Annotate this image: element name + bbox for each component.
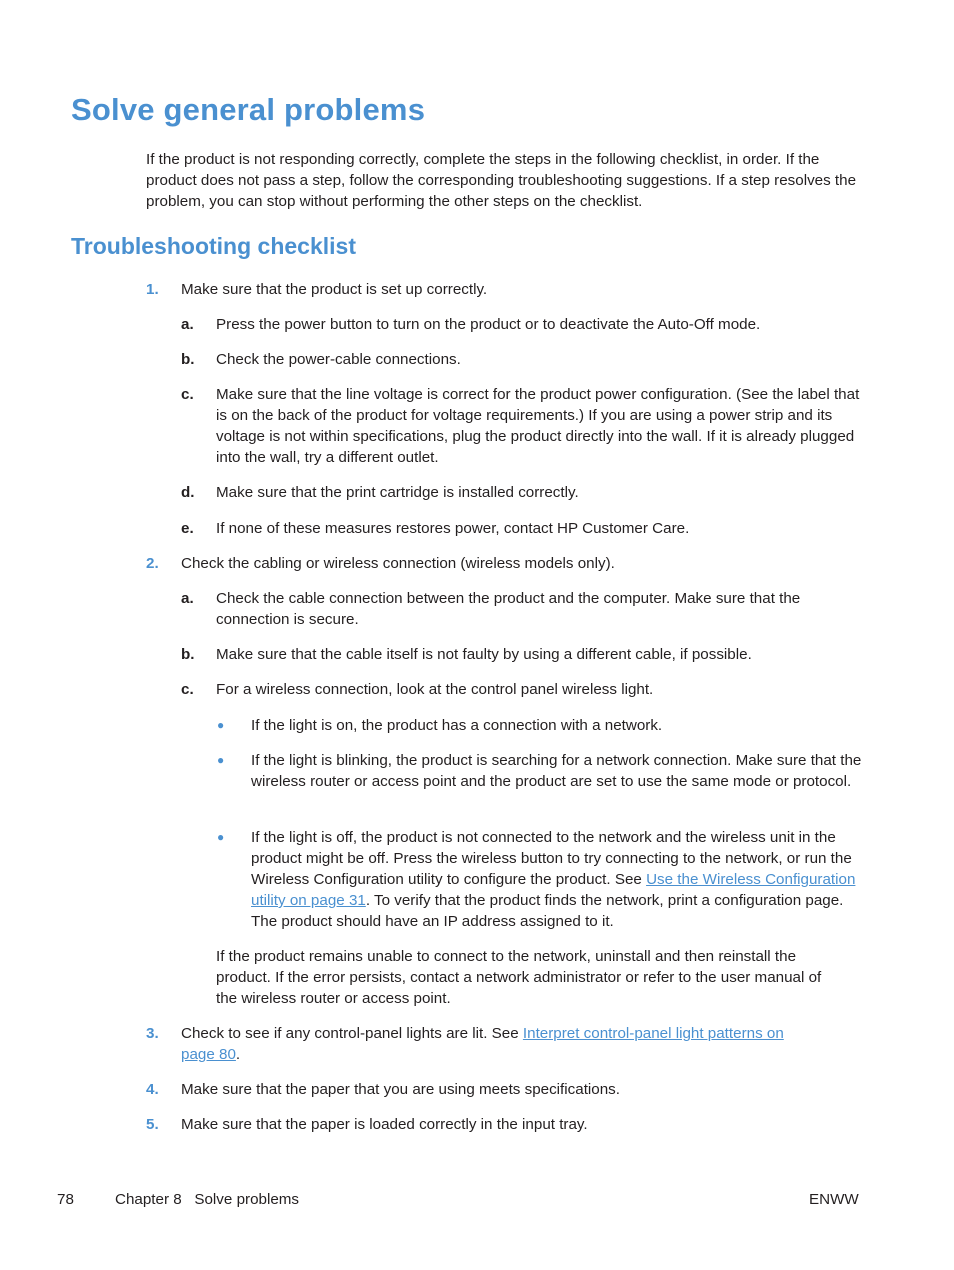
intro-paragraph: If the product is not responding correctly, complete the steps in the following checklist, in order. If the product does not pass a step, follow the corresponding troubleshooting suggestions. If a step resolves the problem, you can stop without performing the other steps on the checklist. [146,151,857,210]
bullet-text-part: . To verify that the product finds the network, print a configuration page. The product should have an IP address assigned to it. [251,892,844,930]
substep-text: Make sure that the print cartridge is installed correctly. [216,484,579,501]
bullet-icon: ● [217,830,225,844]
bullet-text-part: If the light is off, the product is not connected to the network and the wireless unit in the product might be off. Press the wireless button to try connecting to the network, or run the Wireless Configuration utility to configure the product. See [251,829,852,888]
step-text-part: Check to see if any control-panel lights are lit. See [181,1025,523,1042]
section-title: Troubleshooting checklist [71,233,356,259]
step-text: Check the cabling or wireless connection (wireless models only). [181,555,615,572]
substep-text: Make sure that the line voltage is correct for the product power configuration. (See the label that is on the back of the product for voltage requirements.) If you are using a power strip and its voltage is not within specifications, plug the product directly into the wall. If it is already plugged into the wall, try a different outlet. [216,386,860,466]
substep-text: For a wireless connection, look at the control panel wireless light. [216,681,654,698]
bullet-text: If the light is blinking, the product is searching for a network connection. Make sure that the wireless router or access point and the product are set to use the same mode or protocol. [251,752,862,790]
bullet-text [251,827,863,932]
substep-letter: e. [181,520,194,537]
substep-letter: c. [181,681,194,698]
step-number: 3. [146,1025,159,1042]
substep-text: Check the cable connection between the product and the computer. Make sure that the connection is secure. [216,590,801,628]
step-text: Make sure that the paper is loaded correctly in the input tray. [181,1116,588,1133]
step-text [181,1023,786,1065]
step-number: 1. [146,281,159,298]
substep-letter: a. [181,316,194,333]
step-number: 4. [146,1081,159,1098]
footer-chapter: Chapter 8 Solve problems [115,1191,300,1208]
substep-letter: b. [181,351,195,368]
substep-letter: b. [181,646,195,663]
step-text-part: . [235,1046,241,1063]
footer-page-number: 78 [57,1191,74,1208]
footer-code: ENWW [809,1191,859,1208]
bullet-icon: ● [217,718,225,732]
substep-text: Check the power-cable connections. [216,351,461,368]
control-panel-lights-link[interactable]: Interpret control-panel light patterns on page 80 [181,1025,784,1063]
bullet-text: If the light is on, the product has a connection with a network. [251,717,663,734]
note-paragraph: If the product remains unable to connect to the network, uninstall and then reinstall the product. If the error persists, contact a network administrator or refer to the user manual of the wireless router or access point. [216,948,822,1007]
step-text: Make sure that the product is set up correctly. [181,281,488,298]
substep-text: Make sure that the cable itself is not faulty by using a different cable, if possible. [216,646,752,663]
page-title: Solve general problems [71,92,426,127]
substep-letter: c. [181,386,194,403]
substep-text: If none of these measures restores power, contact HP Customer Care. [216,520,690,537]
bullet-icon: ● [217,753,225,767]
step-number: 2. [146,555,159,572]
substep-text: Press the power button to turn on the product or to deactivate the Auto-Off mode. [216,316,761,333]
step-text: Make sure that the paper that you are using meets specifications. [181,1081,620,1098]
substep-letter: d. [181,484,195,501]
step-number: 5. [146,1116,159,1133]
substep-letter: a. [181,590,194,607]
wireless-config-link[interactable]: Use the Wireless Configuration utility on page 31 [251,871,856,909]
